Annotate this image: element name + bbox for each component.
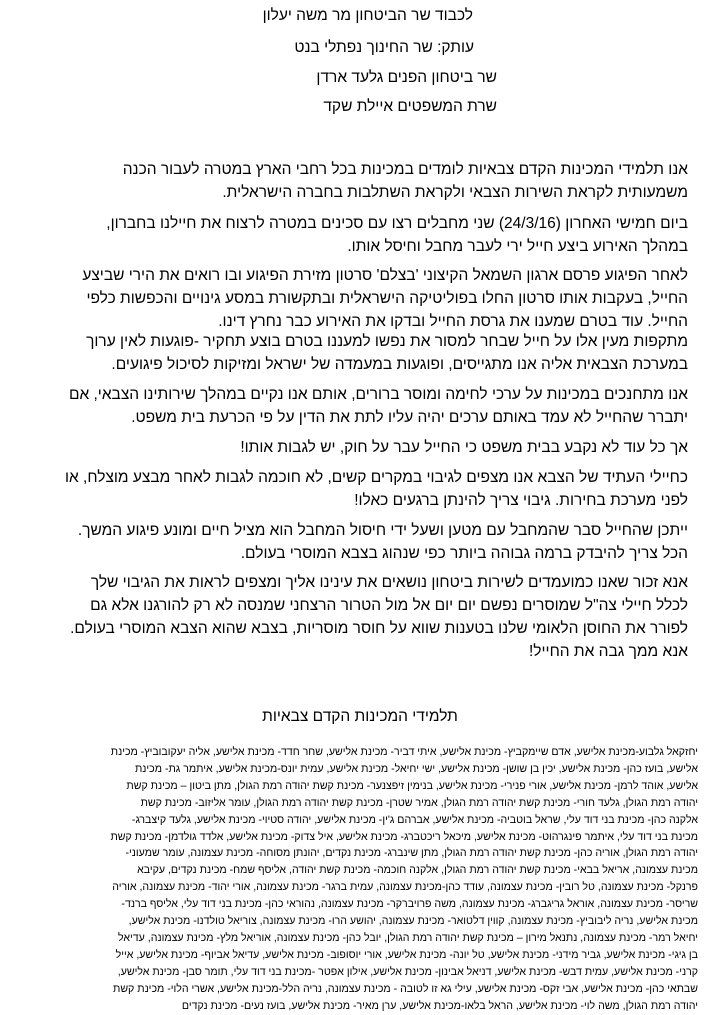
signatories-line: מכינת אלישע, נריה ליבוביץ- מכינת עצמונה, קווין דלטואר- מכינת עצמונה, יהושע הרו- מכינת עצמונה, צוריאל טולדנו- מכינת אלישע, (128, 915, 698, 928)
paragraph-line: לפורר את החוסן הלאומי שלנו בטענות שווא על חוסר מוסריות, בצבא שהוא הצבא המוסרי בעולם. (70, 620, 688, 637)
paragraph-5 (70, 383, 688, 429)
paragraph-line: אנא זכור שאנו כמועמדים לשירות ביטחון נושאים את עינינו אליך ומצפים לראות את הגיבוי שלך (90, 574, 688, 591)
signatories-line: שריסר- מכינת עצמונה, אוראל גריגברג- מכינת עצמונה, משה פרויברקר- מכינת עצמונה, נהוראי כהן- מכינת בני דוד עלי, אליסף ברנד- (121, 898, 698, 911)
signatories-line: יהודה רמת הגולן, אוריה כהן- מכינת קשת יהודה רמת הגולן, מתן שינברג- מכינת נקדים, יהונתן מסוחה- מכינת עצמונה, עומר שמעוני- (125, 847, 698, 860)
paragraph-line: משמעותית לקראת השירות הצבאי ולקראת השתלבות בחברה הישראלית. (222, 184, 688, 201)
paragraph-line: ביום חמישי האחרון (24/3/16) שני מחבלים רצו עם סכינים במטרה לרצוח את חיילנו בחברון, (106, 215, 688, 232)
paragraph-line: אנא ממך גבה את החייל! (529, 643, 688, 660)
signatories-line: מכינת עצמונה, אריאל בבאי- מכינת קשת יהודה רמת הגולן, אלקנה חוכמה- מכינת קשת יהודה, אליסף שמח- מכינת נקדים, עקיבא (137, 864, 698, 877)
signatories-line: יהודה רמת הגולן, משה לוי- מכינת אלישע, הראל בלאו-מכינת אלישע, ערן מאיר- מכינת אלישע, בועז נעים- מכינת נקדים (181, 999, 698, 1012)
signatories-line: יהודה רמת הגולן, גלעד חורי- מכינת קשת יהודה רמת הגולן, אמיר שטרן- מכינת קשת יהודה רמת הגולן, עומר אליזוב- מכינת קשת (140, 796, 698, 809)
paragraph-1 (70, 158, 688, 204)
signatories-line: פרנקל- מכינת עצמונה, טל רובין- מכינת עצמונה, עודד כהן-מכינת עצמונה, עמית ברגר- מכינת עצמונה, אורי יהוד- מכינת עצמונה, אוריה (112, 881, 698, 894)
paragraph-7 (64, 466, 688, 512)
paragraph-closing (70, 640, 688, 663)
paragraph-6 (70, 436, 688, 459)
paragraph-2 (70, 212, 688, 258)
paragraph-3 (70, 264, 688, 333)
paragraph-9 (70, 571, 688, 640)
paragraph-line: לאחר הפיגוע פרסם ארגון השמאל הקיצוני 'בצלם' סרטון מזירת הפיגוע ובו רואים את הירי שביצע (82, 267, 688, 284)
paragraph-8 (70, 519, 688, 565)
paragraph-line: אנו תלמידי המכינות הקדם צבאיות לומדים במכינות בכל רחבי הארץ במטרה לעבור הכנה (122, 161, 688, 178)
paragraph-line: מתקפות מעין אלו על חייל שבחר למסור את נפשו למעננו בטרם בוצע תחקיר -פוגעות לאין ערוך (86, 333, 688, 350)
paragraph-line: ייתכן שהחייל סבר שהמחבל עם מטען ושעל ידי חיסול המחבל הוא מציל חיים ומונע פיגוע המשך. (77, 522, 688, 539)
addressee-line: לכבוד שר הביטחון מר משה יעלון (262, 7, 473, 24)
paragraph-line: אך כל עוד לא נקבע בבית משפט כי החייל עבר על חוק, יש לגבות אותו! (240, 439, 688, 456)
signatories-list (38, 744, 698, 1015)
signatories-line: קרני- מכינת אלישע, עמית דבש- מכינת אלישע, דניאל אבינון- מכינת אלישע, אילון אפטר -מכינת בני דוד עלי, תומר סבן- מכינת אלישע, (117, 965, 698, 978)
paragraph-line: אנו מתחנכים במכינות על ערכי לחימה ומוסר ברורים, אותם אנו נקיים במהלך שירותינו הצבאי, אם (68, 386, 688, 403)
paragraph-line: לפני מערכת בחירות. גיבוי צריך להינתן ברגעים כאלו! (354, 492, 688, 509)
signatories-line: יחיאל רמר- מכינת עצמונה, נתנאל מירון – מכינת קשת יהודה רמת הגולן, יובל כהן- מכינת עצמונה, אוריאל מלץ- מכינת עצמונה, עדיאל (118, 931, 698, 944)
signatories-line: אלישע, אוהד לרמן- מכינת אלישע, אורי פנירי- מכינת אלישע, בנימין זיפצנער- מכינת קשת יהודה רמת הגולן, מתן ביטון – מכינת קשת (126, 779, 698, 792)
paragraph-line: כחיילי העתיד של הצבא אנו מצפים לגיבוי במקרים קשים, לא חוכמה לגבות לאחר מבצע מוצלח, או (64, 469, 688, 486)
paragraph-line: יתברר שהחייל לא עמד באותם ערכים יהיה עליו לתת את הדין על פי הכרעת בית משפט. (131, 409, 688, 426)
paragraph-line: החייל. עוד בטרם שמענו את גרסת החייל ובדקו את האירוע כבר נחרץ דינו. (218, 313, 688, 330)
copy-recipient-line-2: שרת המשפטים איילת שקד (323, 98, 497, 115)
paragraph-line: לכלל חיילי צה"ל שמוסרים נפשם יום יום אל מול הטרור הרצחני שמנסה לא רק להורגנו אלא גם (90, 597, 688, 614)
signatories-line: יחזקאל גלבוע-מכינת אלישע, אדם שיימקביץ- מכינת אלישע, איתי דביר- מכינת אלישע, שחר חדד- מכינת אלישע, אליה יעקובוביץ- מכינת (110, 746, 698, 758)
signatories-line: אלקנה כהן- מכינת בני דוד עלי, שראל בוטביה- מכינת אלישע, אברהם ג'ין- מכינת אלישע, יהודה סטיוי- מכינת אלישע, גלעד קיצברג- (131, 813, 698, 826)
signatories-line: בן גיגי- מכינת אלישע, גביר מידני- מכינת אלישע, טל יונה- מכינת אלישע, אורי יוסופוב- מכינת אלישע, עדיאל אביוף- מכינת אלישע, אייל (115, 948, 698, 961)
paragraph-4 (70, 330, 688, 376)
paragraph-line: הכל צריך להיבדק ברמה גבוהה ביותר כפי שנהוג בצבא המוסרי בעולם. (240, 545, 688, 562)
signatories-line: שבתאי כהן- מכינת אלישע, אבי זקס- מכינת אלישע, עילי גא זו לטובה - מכינת עצמונה, נריה הלל-מכינת אלישע, אשרי הלוי- מכינת קשת (113, 982, 698, 995)
copy-to-line: עותק: שר החינוך נפתלי בנט (294, 39, 474, 56)
signatories-line: אלישע, בועז כהן- מכינת אלישע, יכין בן שושן- מכינת אלישע, ישי יחיאל- מכינת אלישע, עמית יונס-מכינת אלישע, איתמר גת- מכינת (134, 762, 698, 775)
signatories-line: מכינת בני דוד עלי, איתמר פינגרהוט- מכינת אלישע, מיכאל ריכטברג- מכינת אלישע, איל צדוק- מכינת אלישע, אלדד גולדמן- מכינת קשת (110, 830, 698, 843)
signature-heading: תלמידי המכינות הקדם צבאיות (262, 708, 458, 725)
copy-recipient-line-1: שר ביטחון הפנים גלעד ארדן (316, 69, 497, 86)
paragraph-line: במערכת הצבאית אליה אנו מתגייסים, ופוגעות במעמדה של ישראל ומזיקות לסיכול פיגועים. (111, 356, 688, 373)
paragraph-line: החייל, בעקבות אותו סרטון החלו בפוליטיקה הישראלית ובתקשורת במסע גינויים והכפשות כלפי (86, 290, 688, 307)
paragraph-line: במהלך האירוע ביצע חייל ירי לעבר מחבל וחיסל אותו. (347, 238, 688, 255)
